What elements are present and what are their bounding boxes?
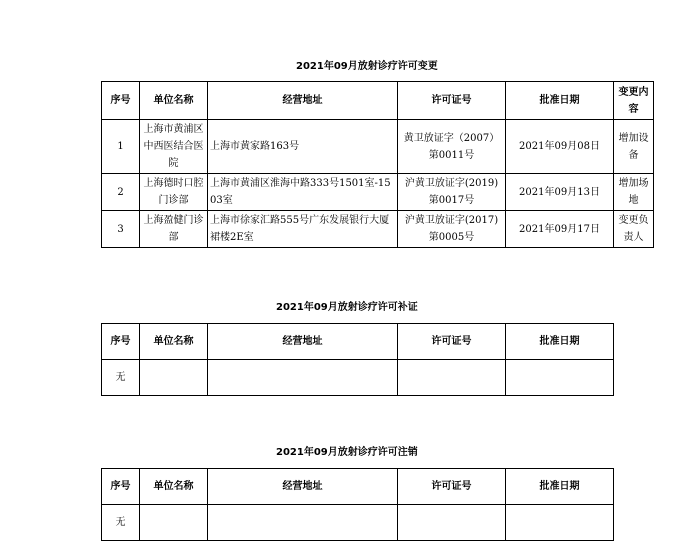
cell-date bbox=[506, 505, 614, 541]
section1-title: 2021年09月放射诊疗许可变更 bbox=[296, 61, 438, 72]
cell-change: 增加场地 bbox=[614, 174, 654, 211]
cell-license: 黄卫放证字（2007）第0011号 bbox=[398, 120, 506, 174]
cell-unit bbox=[140, 505, 208, 541]
cell-license: 沪黄卫放证字(2017)第0005号 bbox=[398, 211, 506, 248]
cell-no: 1 bbox=[102, 120, 140, 174]
header-no: 序号 bbox=[102, 82, 140, 120]
header-date: 批准日期 bbox=[506, 469, 614, 505]
table-row bbox=[102, 505, 614, 541]
section2-title: 2021年09月放射诊疗许可补证 bbox=[276, 302, 418, 313]
table-row bbox=[102, 174, 654, 211]
header-unit: 单位名称 bbox=[140, 324, 208, 360]
cell-address: 上海市黄家路163号 bbox=[208, 120, 398, 174]
header-unit: 单位名称 bbox=[140, 82, 208, 120]
table-row bbox=[102, 211, 654, 248]
cell-no: 3 bbox=[102, 211, 140, 248]
table-row bbox=[102, 360, 614, 396]
cell-address: 上海市黄浦区淮海中路333号1501室-1503室 bbox=[208, 174, 398, 211]
cell-date: 2021年09月17日 bbox=[506, 211, 614, 248]
header-address: 经营地址 bbox=[208, 469, 398, 505]
header-date: 批准日期 bbox=[506, 82, 614, 120]
cell-unit: 上海盈健门诊部 bbox=[140, 211, 208, 248]
header-no: 序号 bbox=[102, 324, 140, 360]
table-header-row bbox=[102, 469, 614, 505]
cell-change: 增加设备 bbox=[614, 120, 654, 174]
reissue-table bbox=[101, 323, 614, 396]
table-header-row bbox=[102, 82, 654, 120]
cell-no: 2 bbox=[102, 174, 140, 211]
cell-unit: 上海市黄浦区中西医结合医院 bbox=[140, 120, 208, 174]
header-address: 经营地址 bbox=[208, 324, 398, 360]
header-unit: 单位名称 bbox=[140, 469, 208, 505]
header-license: 许可证号 bbox=[398, 324, 506, 360]
change-table bbox=[101, 81, 654, 248]
cell-unit bbox=[140, 360, 208, 396]
cell-date bbox=[506, 360, 614, 396]
cancel-table bbox=[101, 468, 614, 541]
section3-title: 2021年09月放射诊疗许可注销 bbox=[276, 447, 418, 458]
header-license: 许可证号 bbox=[398, 82, 506, 120]
header-address: 经营地址 bbox=[208, 82, 398, 120]
cell-license: 沪黄卫放证字(2019)第0017号 bbox=[398, 174, 506, 211]
cell-date: 2021年09月08日 bbox=[506, 120, 614, 174]
cell-license bbox=[398, 360, 506, 396]
header-change: 变更内容 bbox=[614, 82, 654, 120]
cell-no: 无 bbox=[102, 360, 140, 396]
cell-no: 无 bbox=[102, 505, 140, 541]
header-date: 批准日期 bbox=[506, 324, 614, 360]
cell-unit: 上海德时口腔门诊部 bbox=[140, 174, 208, 211]
header-no: 序号 bbox=[102, 469, 140, 505]
cell-address: 上海市徐家汇路555号广东发展银行大厦裙楼2E室 bbox=[208, 211, 398, 248]
cell-license bbox=[398, 505, 506, 541]
table-row bbox=[102, 120, 654, 174]
header-license: 许可证号 bbox=[398, 469, 506, 505]
cell-change: 变更负责人 bbox=[614, 211, 654, 248]
cell-date: 2021年09月13日 bbox=[506, 174, 614, 211]
cell-address bbox=[208, 360, 398, 396]
table-header-row bbox=[102, 324, 614, 360]
cell-address bbox=[208, 505, 398, 541]
